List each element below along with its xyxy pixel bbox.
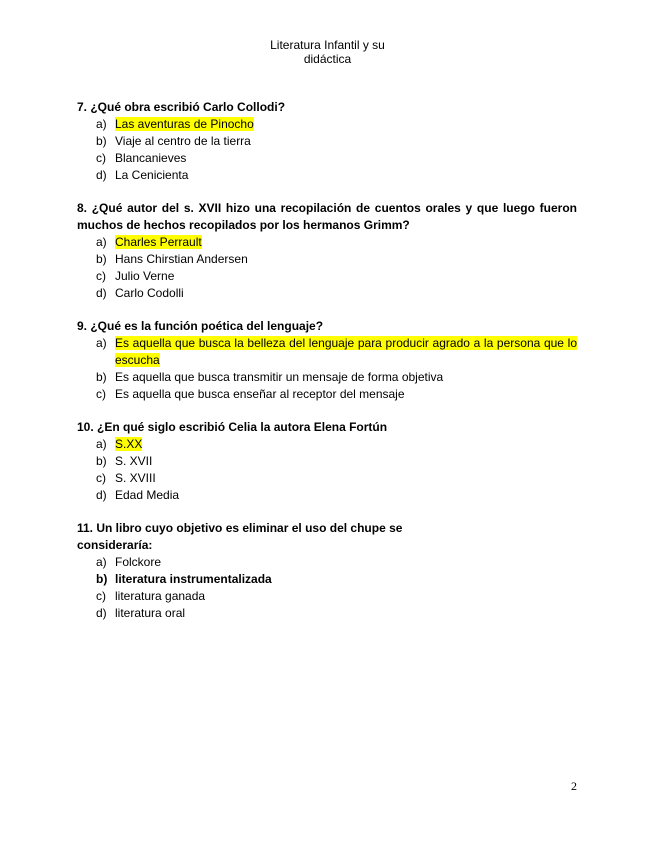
option-letter: b) [96, 572, 108, 586]
option-item [96, 453, 577, 470]
question-8-options [77, 234, 577, 302]
option-text: Viaje al centro de la tierra [115, 134, 251, 148]
question-9 [77, 318, 577, 403]
option-letter: b) [96, 454, 107, 468]
document-header [0, 38, 655, 66]
option-letter: c) [96, 471, 106, 485]
question-11-text: 11. Un libro cuyo objetivo es eliminar el uso del chupe se consideraría: [77, 521, 403, 552]
option-letter: b) [96, 134, 107, 148]
option-item [96, 251, 577, 268]
option-letter: b) [96, 252, 107, 266]
option-item [96, 369, 577, 386]
question-10-options [77, 436, 577, 504]
option-item [96, 268, 577, 285]
question-11-options [77, 554, 577, 622]
question-11 [77, 520, 577, 622]
option-item [96, 285, 577, 302]
option-letter: d) [96, 168, 107, 182]
option-text-highlighted: S.XX [115, 437, 143, 451]
option-text: Julio Verne [115, 269, 175, 283]
question-9-text: 9. ¿Qué es la función poética del lenguaje? [77, 319, 324, 333]
option-item [96, 588, 577, 605]
header-line-1: Literatura Infantil y su [270, 38, 385, 52]
option-item-bold [96, 571, 577, 588]
question-10-text: 10. ¿En qué siglo escribió Celia la autora Elena Fortún [77, 420, 388, 434]
quiz-content [77, 99, 577, 638]
option-item [96, 470, 577, 487]
option-letter: a) [96, 437, 107, 451]
option-item [96, 167, 577, 184]
question-8-text: 8. ¿Qué autor del s. XVII hizo una recopilación de cuentos orales y que luego fueron muchos de hechos recopilados por los hermanos Grimm? [77, 201, 577, 232]
option-letter: d) [96, 286, 107, 300]
question-10 [77, 419, 577, 504]
option-text: S. XVII [115, 454, 153, 468]
option-item [96, 487, 577, 504]
option-text: literatura oral [115, 606, 186, 620]
option-item [96, 133, 577, 150]
option-text: literatura ganada [115, 589, 206, 603]
option-text: Blancanieves [115, 151, 187, 165]
option-text: Edad Media [115, 488, 180, 502]
option-letter: a) [96, 555, 107, 569]
option-letter: c) [96, 589, 106, 603]
option-letter: a) [96, 336, 107, 350]
option-letter: b) [96, 370, 107, 384]
option-item [96, 436, 577, 453]
option-text: Es aquella que busca transmitir un mensaje de forma objetiva [115, 370, 444, 384]
option-text: La Cenicienta [115, 168, 189, 182]
question-7-text: 7. ¿Qué obra escribió Carlo Collodi? [77, 100, 286, 114]
option-text: Carlo Codolli [115, 286, 184, 300]
question-8 [77, 200, 577, 302]
option-text-highlighted: Es aquella que busca la belleza del lenguaje para producir agrado a la persona que lo escucha [115, 336, 577, 367]
option-item [96, 386, 577, 403]
header-line-2: didáctica [303, 52, 352, 66]
option-item [96, 605, 577, 622]
option-text: Es aquella que busca enseñar al receptor del mensaje [115, 387, 405, 401]
option-item [96, 234, 577, 251]
option-text-highlighted: Charles Perrault [115, 235, 202, 249]
option-item [96, 554, 577, 571]
option-letter: c) [96, 387, 106, 401]
option-text: Folckore [115, 555, 162, 569]
option-text-highlighted: Las aventuras de Pinocho [115, 117, 254, 131]
option-letter: d) [96, 488, 107, 502]
question-7 [77, 99, 577, 184]
option-text: S. XVIII [115, 471, 156, 485]
option-letter: a) [96, 117, 107, 131]
option-item [96, 335, 577, 369]
option-item [96, 150, 577, 167]
option-item [96, 116, 577, 133]
option-letter: a) [96, 235, 107, 249]
option-letter: d) [96, 606, 107, 620]
page-number: 2 [571, 779, 577, 793]
option-text: literatura instrumentalizada [115, 572, 272, 586]
question-7-options [77, 116, 577, 184]
option-letter: c) [96, 151, 106, 165]
option-letter: c) [96, 269, 106, 283]
option-text: Hans Chirstian Andersen [115, 252, 248, 266]
question-9-options [77, 335, 577, 403]
